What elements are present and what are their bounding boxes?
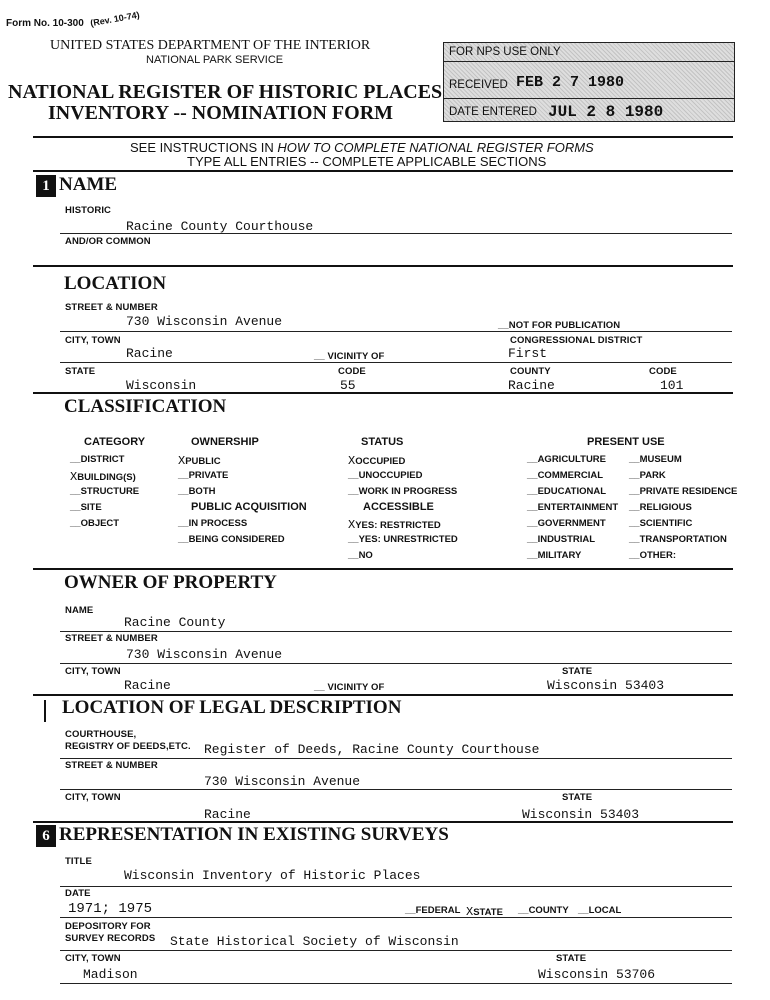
county-code-value: 101	[660, 378, 684, 393]
location-vicinity: __ VICINITY OF	[314, 351, 385, 362]
county-code-label: CODE	[649, 366, 677, 377]
present-use-right-item-0: __MUSEUM	[629, 454, 682, 465]
category-buildings-label: BUILDING(S)	[77, 472, 136, 483]
common-label: AND/OR COMMON	[65, 236, 151, 247]
ownership-both: __BOTH	[178, 486, 216, 497]
acquisition-in-process: __IN PROCESS	[178, 518, 248, 529]
present-use-right-item-5: __TRANSPORTATION	[629, 534, 727, 545]
agency-line-1: UNITED STATES DEPARTMENT OF THE INTERIOR	[50, 38, 371, 53]
present-use-left-item-3: __ENTERTAINMENT	[527, 502, 619, 513]
ownership-private: __PRIVATE	[178, 470, 229, 481]
category-site: __SITE	[70, 502, 102, 513]
category-district: __DISTRICT	[70, 454, 125, 465]
present-use-left-item-1: __COMMERCIAL	[527, 470, 604, 481]
survey-date-value: 1971; 1975	[68, 901, 153, 917]
received-label: RECEIVED	[449, 79, 508, 91]
public-acquisition-header: PUBLIC ACQUISITION	[191, 501, 307, 513]
instructions-prefix: SEE INSTRUCTIONS IN	[130, 140, 278, 155]
survey-local: __LOCAL	[578, 905, 622, 916]
present-use-left-item-5: __INDUSTRIAL	[527, 534, 596, 545]
category-object: __OBJECT	[70, 518, 120, 529]
owner-city-label: CITY, TOWN	[65, 666, 121, 677]
owner-street-label: STREET & NUMBER	[65, 633, 158, 644]
ownership-header: OWNERSHIP	[191, 436, 259, 448]
status-occupied-mark: X	[348, 454, 356, 468]
accessible-restricted-label: YES: RESTRICTED	[355, 520, 441, 531]
courthouse-value: Register of Deeds, Racine County Courthouse	[204, 742, 540, 757]
instructions-line-2: TYPE ALL ENTRIES -- COMPLETE APPLICABLE SECTIONS	[187, 154, 547, 169]
owner-vicinity: __ VICINITY OF	[314, 682, 385, 693]
present-use-right-item-4: __SCIENTIFIC	[629, 518, 693, 529]
instructions-italic: HOW TO COMPLETE NATIONAL REGISTER FORMS	[277, 140, 594, 155]
status-header: STATUS	[361, 436, 404, 448]
classification-section-title: CLASSIFICATION	[64, 396, 227, 417]
present-use-header: PRESENT USE	[587, 436, 665, 448]
legal-street-label: STREET & NUMBER	[65, 760, 158, 771]
survey-federal: __FEDERAL	[405, 905, 461, 916]
owner-name-value: Racine County	[124, 615, 226, 630]
category-structure: __STRUCTURE	[70, 486, 140, 497]
location-city-value: Racine	[126, 346, 173, 361]
location-state-label: STATE	[65, 366, 96, 377]
accessible-no: __NO	[348, 550, 373, 561]
legal-state-label: STATE	[562, 792, 593, 803]
survey-city-value: Madison	[83, 967, 138, 982]
category-header: CATEGORY	[84, 436, 146, 448]
survey-state-value: Wisconsin 53706	[538, 967, 656, 982]
nps-box-header: FOR NPS USE ONLY	[449, 46, 561, 58]
legal-section-title: LOCATION OF LEGAL DESCRIPTION	[62, 697, 402, 718]
present-use-left-item-2: __EDUCATIONAL	[527, 486, 606, 497]
location-section-title: LOCATION	[64, 273, 167, 294]
status-occupied-label: OCCUPIED	[355, 456, 406, 467]
margin-tick-5	[44, 700, 46, 722]
present-use-right-item-3: __RELIGIOUS	[629, 502, 692, 513]
form-revision: (Rev. 10-74)	[89, 9, 141, 29]
depository-label-2: SURVEY RECORDS	[65, 933, 156, 944]
section-number-1: 1	[36, 175, 56, 197]
location-code-value: 55	[340, 378, 356, 393]
not-for-publication: __NOT FOR PUBLICATION	[498, 320, 621, 331]
county-value: Racine	[508, 378, 555, 393]
status-unoccupied: __UNOCCUPIED	[348, 470, 423, 481]
form-title-line-2: INVENTORY -- NOMINATION FORM	[48, 102, 394, 124]
accessible-unrestricted: __YES: UNRESTRICTED	[348, 534, 458, 545]
status-work-in-progress: __WORK IN PROGRESS	[348, 486, 458, 497]
ownership-public-mark: X	[178, 454, 186, 468]
nps-use-only-box	[443, 42, 735, 122]
form-title-line-1: NATIONAL REGISTER OF HISTORIC PLACES	[8, 81, 443, 103]
status-occupied	[348, 454, 405, 468]
location-city-label: CITY, TOWN	[65, 335, 121, 346]
present-use-right-item-6: __OTHER:	[629, 550, 676, 561]
congressional-district-value: First	[508, 346, 548, 361]
ownership-public-label: PUBLIC	[185, 456, 221, 467]
surveys-section-title	[36, 824, 449, 847]
form-number: Form No. 10-300	[6, 18, 84, 29]
legal-city-label: CITY, TOWN	[65, 792, 121, 803]
survey-state-mark: X	[466, 905, 474, 919]
present-use-left-item-6: __MILITARY	[527, 550, 582, 561]
accessible-header: ACCESSIBLE	[363, 501, 434, 513]
category-buildings-mark: X	[70, 470, 78, 484]
received-stamp: FEB 2 7 1980	[516, 74, 625, 91]
owner-name-label: NAME	[65, 605, 94, 616]
owner-section-title: OWNER OF PROPERTY	[64, 572, 277, 593]
date-entered-stamp: JUL 2 8 1980	[548, 103, 664, 121]
historic-value: Racine County Courthouse	[126, 219, 314, 234]
historic-label: HISTORIC	[65, 205, 112, 216]
ownership-public	[178, 454, 221, 468]
accessible-restricted-mark: X	[348, 518, 356, 532]
present-use-right-item-2: __PRIVATE RESIDENCE	[629, 486, 738, 497]
owner-street-value: 730 Wisconsin Avenue	[126, 647, 283, 662]
survey-state-label: STATE	[473, 907, 503, 918]
depository-label-1: DEPOSITORY FOR	[65, 921, 151, 932]
location-state-value: Wisconsin	[126, 378, 197, 393]
depository-value: State Historical Society of Wisconsin	[170, 934, 459, 949]
section-number-6: 6	[36, 825, 56, 847]
survey-county: __COUNTY	[518, 905, 569, 916]
present-use-left-item-4: __GOVERNMENT	[527, 518, 606, 529]
legal-state-value: Wisconsin 53403	[522, 807, 640, 822]
instructions-line-1	[130, 140, 594, 155]
location-street-value: 730 Wisconsin Avenue	[126, 314, 283, 329]
agency-line-2: NATIONAL PARK SERVICE	[146, 54, 284, 66]
congressional-district-label: CONGRESSIONAL DISTRICT	[510, 335, 643, 346]
present-use-right-item-1: __PARK	[629, 470, 666, 481]
survey-state-label: STATE	[556, 953, 587, 964]
survey-date-label: DATE	[65, 888, 91, 899]
location-street-label: STREET & NUMBER	[65, 302, 158, 313]
survey-city-label: CITY, TOWN	[65, 953, 121, 964]
survey-title-label: TITLE	[65, 856, 92, 867]
owner-city-value: Racine	[124, 678, 171, 693]
owner-state-value: Wisconsin 53403	[547, 678, 665, 693]
category-buildings	[70, 470, 136, 484]
surveys-title-text: REPRESENTATION IN EXISTING SURVEYS	[59, 824, 449, 845]
name-section-title	[36, 174, 117, 197]
county-label: COUNTY	[510, 366, 551, 377]
acquisition-being-considered: __BEING CONSIDERED	[178, 534, 285, 545]
present-use-left-item-0: __AGRICULTURE	[527, 454, 606, 465]
legal-city-value: Racine	[204, 807, 251, 822]
location-code-label: CODE	[338, 366, 366, 377]
courthouse-label-1: COURTHOUSE,	[65, 729, 137, 740]
survey-title-value: Wisconsin Inventory of Historic Places	[124, 868, 421, 883]
owner-state-label: STATE	[562, 666, 593, 677]
legal-street-value: 730 Wisconsin Avenue	[204, 774, 361, 789]
courthouse-label-2: REGISTRY OF DEEDS,ETC.	[65, 741, 191, 752]
name-title-text: NAME	[59, 174, 118, 195]
accessible-restricted	[348, 518, 441, 532]
date-entered-label: DATE ENTERED	[449, 106, 537, 118]
